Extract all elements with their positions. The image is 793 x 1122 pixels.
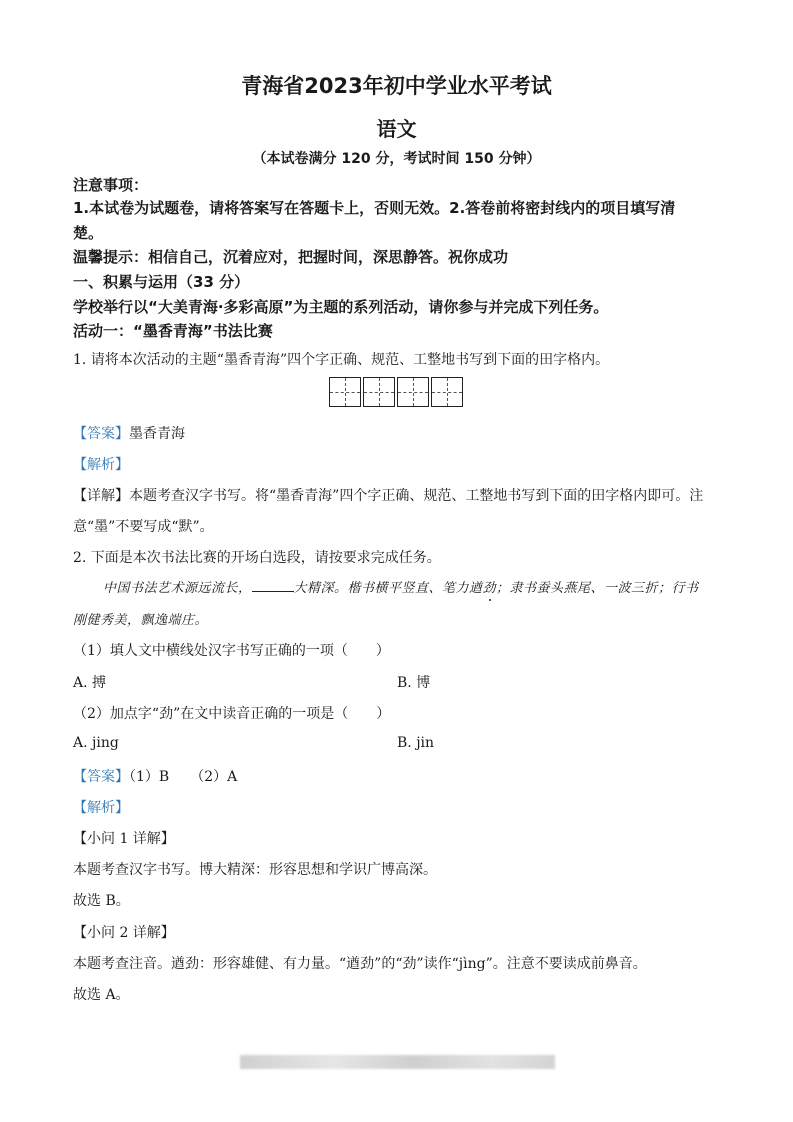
small-question-2-text: 本题考查注音。遒劲：形容雄健、有力量。“遒劲”的“劲”读作“jìng”。注意不要读成前鼻音。	[73, 956, 647, 972]
small-question-1-choice: 故选 B。	[73, 893, 130, 909]
option-a: A. jing	[73, 735, 119, 751]
exam-note: （本试卷满分 120 分，考试时间 150 分钟）	[252, 151, 541, 167]
notice-heading: 注意事项：	[73, 176, 149, 194]
section-intro: 学校举行以“大美青海·多彩高原”为主题的系列活动，请你参与并完成下列任务。	[73, 298, 609, 316]
answer-text: （1）B （2）A	[129, 769, 238, 785]
tianzige-cell	[363, 377, 395, 407]
sub-question-2: （2）加点字“劲”在文中读音正确的一项是（ ）	[73, 706, 391, 722]
notice-line-1: 1.本试卷为试题卷，请将答案写在答题卡上，否则无效。2.答卷前将密封线内的项目填写清	[73, 199, 676, 217]
passage-line-1	[103, 577, 699, 596]
dotted-character: 劲	[482, 581, 497, 596]
q2-analysis-label: 【解析】	[73, 800, 129, 816]
small-question-2-title: 【小问 2 详解】	[73, 925, 175, 941]
tianzige-cell	[397, 377, 429, 407]
tianzige-grid	[329, 377, 463, 407]
activity-heading: 活动一：“墨香青海”书法比赛	[73, 322, 273, 340]
answer-text: 墨香青海	[129, 426, 185, 442]
tianzige-cell	[431, 377, 463, 407]
tianzige-cell	[329, 377, 361, 407]
small-question-1-text: 本题考查汉字书写。博大精深：形容思想和学识广博高深。	[73, 862, 437, 878]
passage-line-2: 刚健秀美，飘逸端庄。	[73, 613, 209, 628]
exam-title: 青海省2023年初中学业水平考试	[241, 74, 552, 98]
fill-blank	[252, 579, 294, 592]
option-b: B. 博	[397, 675, 431, 691]
option-b: B. jin	[397, 735, 435, 751]
answer-label: 【答案】	[73, 769, 129, 785]
question-1: 1. 请将本次活动的主题“墨香青海”四个字正确、规范、工整地书写到下面的田字格内。	[73, 352, 610, 368]
q1-detail-line-1: 【详解】本题考查汉字书写。将“墨香青海”四个字正确、规范、工整地书写到下面的田字格内即可。注	[73, 488, 704, 504]
passage-text: ；隶书蚕头燕尾、一波三折；行书	[496, 581, 699, 596]
passage-text: 大精深。楷书横平竖直、笔力遒	[293, 581, 483, 596]
small-question-2-choice: 故选 A。	[73, 987, 130, 1003]
notice-line-2: 楚。	[73, 224, 104, 242]
q2-answer	[73, 766, 237, 786]
notice-tip: 温馨提示：相信自己，沉着应对，把握时间，深思静答。祝你成功	[73, 248, 509, 266]
passage-text: 中国书法艺术源远流长，	[103, 581, 252, 596]
q1-answer	[73, 423, 185, 443]
small-question-1-title: 【小问 1 详解】	[73, 831, 175, 847]
answer-label: 【答案】	[73, 426, 129, 442]
option-a: A. 搏	[73, 675, 107, 691]
section-heading: 一、积累与运用（33 分）	[73, 273, 250, 291]
question-2: 2. 下面是本次书法比赛的开场白选段，请按要求完成任务。	[73, 550, 441, 566]
blurred-footer-watermark	[240, 1055, 555, 1069]
q1-detail-line-2: 意“墨”不要写成“默”。	[73, 519, 214, 535]
subject-title: 语文	[376, 117, 417, 141]
q1-analysis-label: 【解析】	[73, 457, 129, 473]
sub-question-1: （1）填人文中横线处汉字书写正确的一项（ ）	[73, 643, 390, 659]
